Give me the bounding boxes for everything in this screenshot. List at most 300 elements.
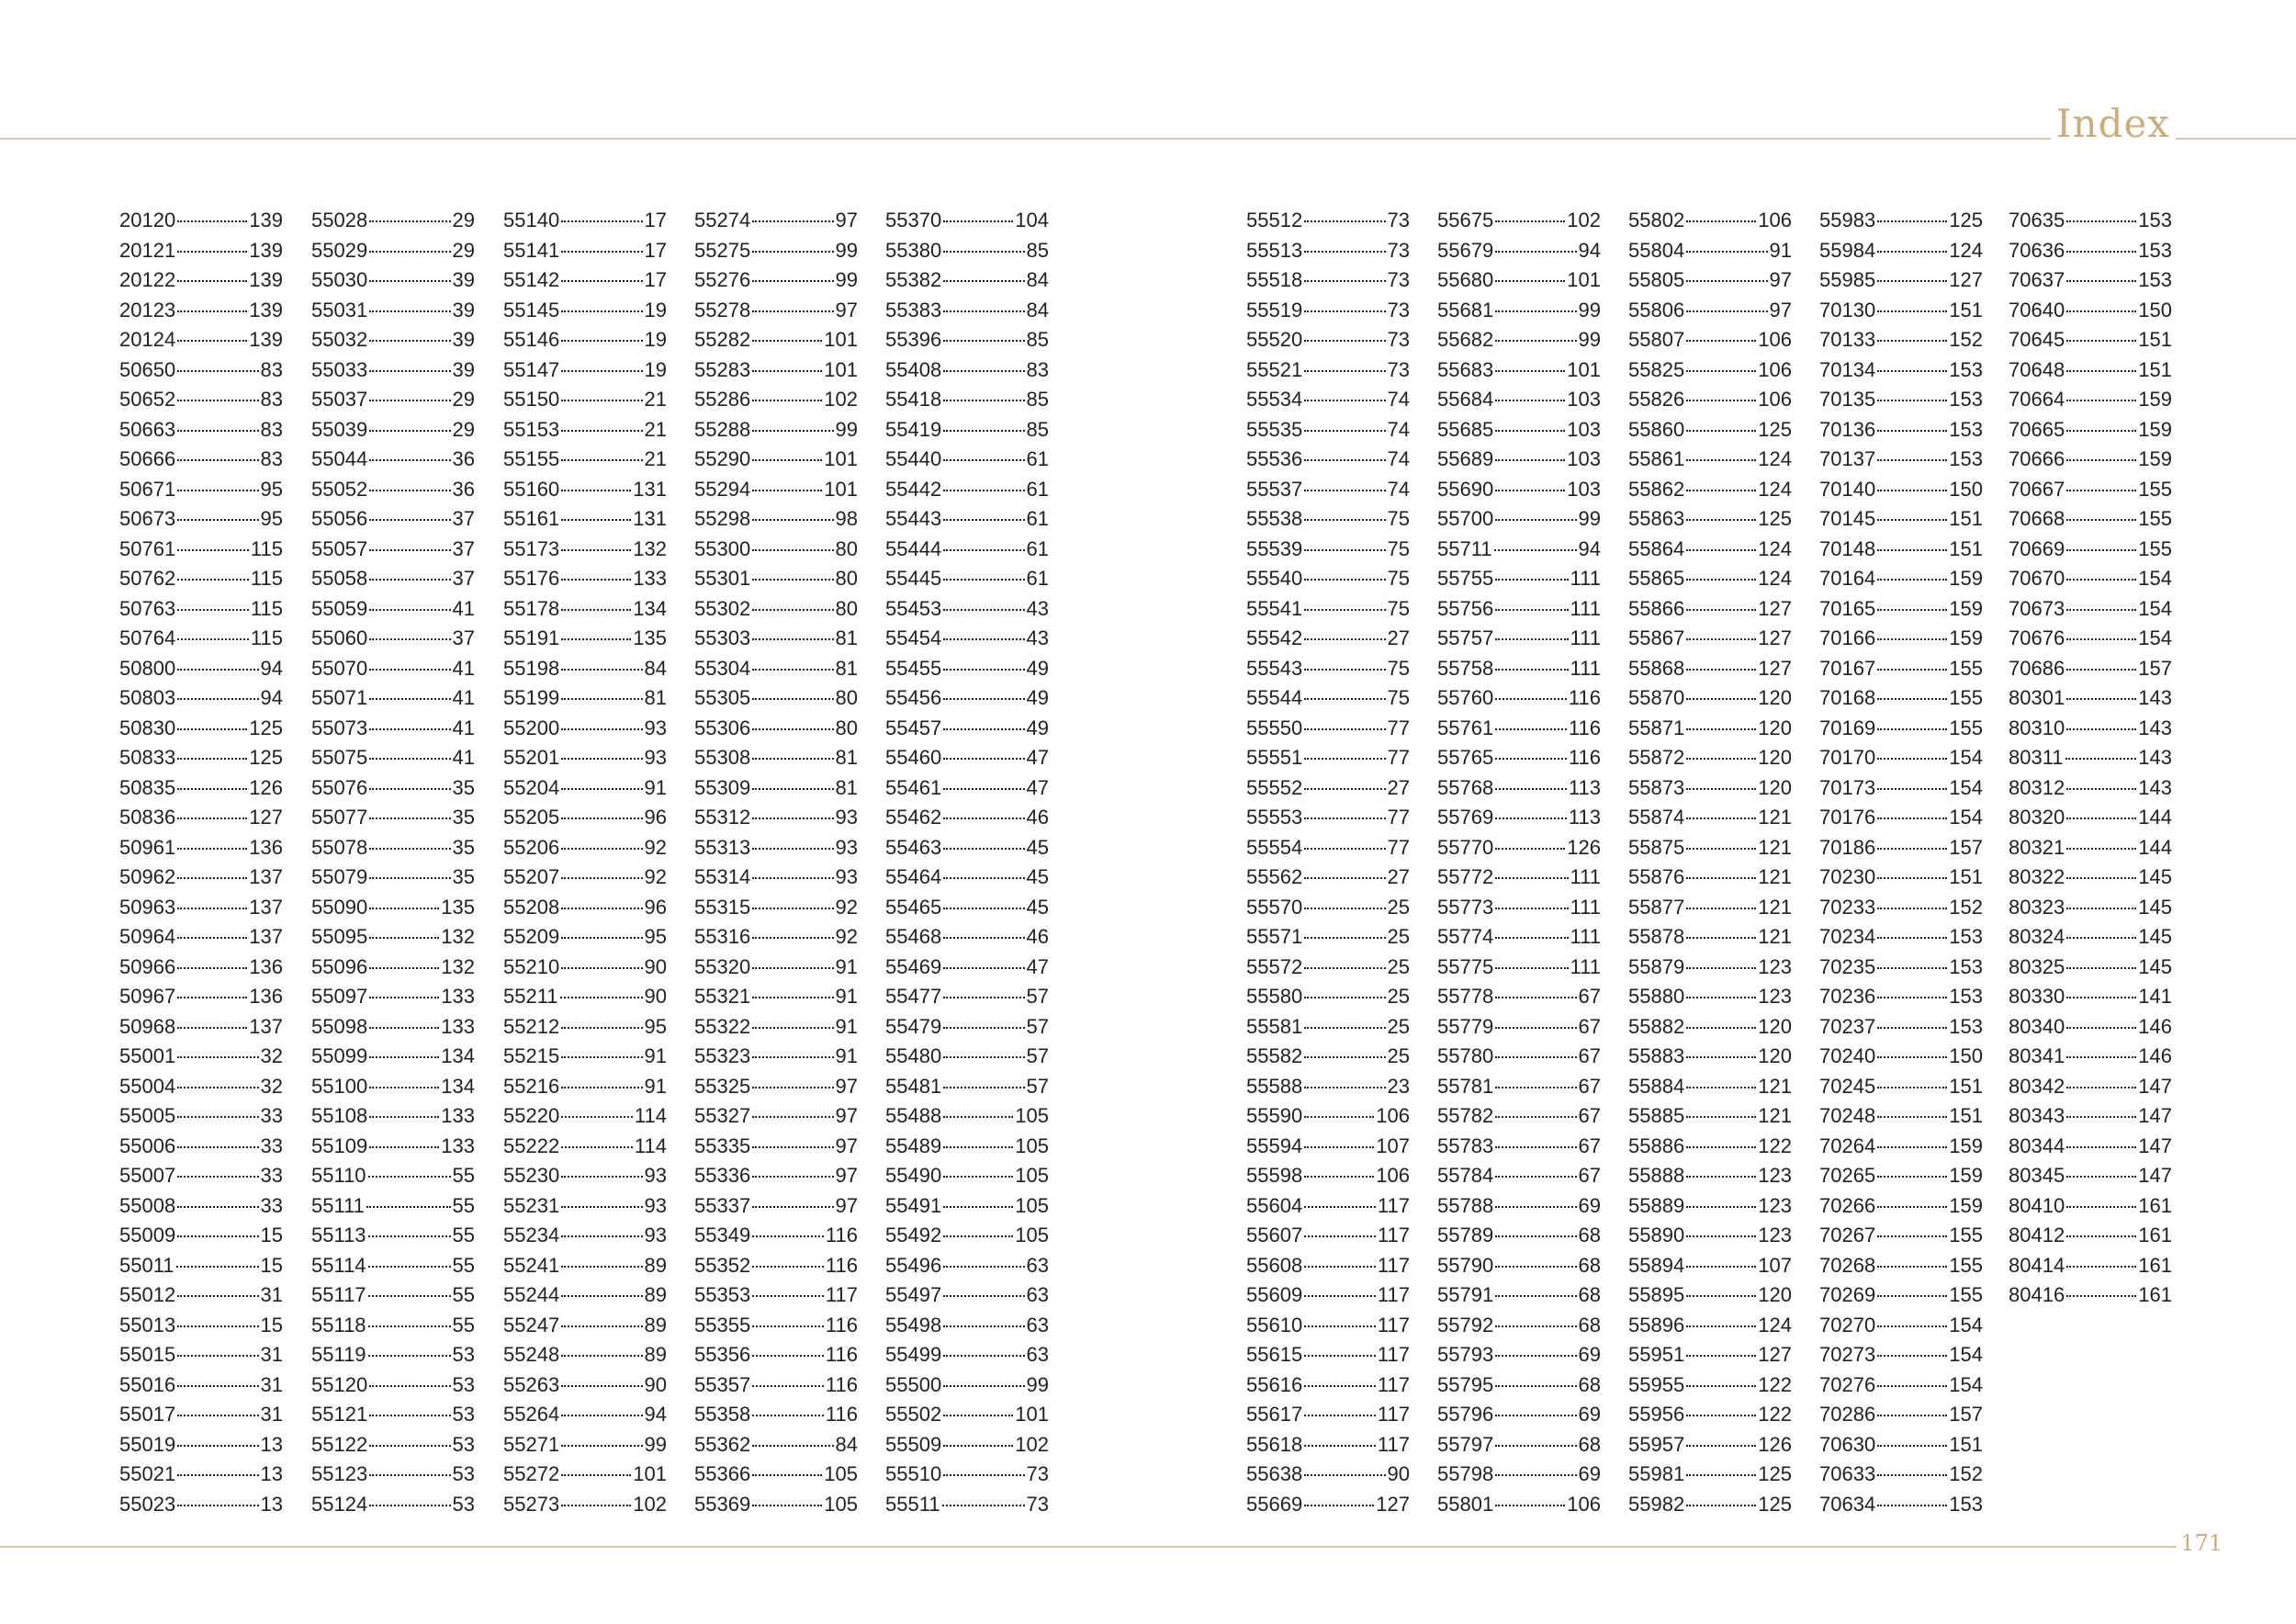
page-reference: 154 — [1949, 1343, 1983, 1366]
page-reference: 120 — [1758, 1014, 1792, 1038]
dot-leader — [369, 1116, 439, 1118]
page-reference: 89 — [644, 1253, 667, 1277]
page-reference: 77 — [1387, 746, 1410, 769]
index-entry — [503, 296, 667, 326]
item-code: 55201 — [503, 746, 560, 769]
item-code: 55616 — [1246, 1372, 1303, 1396]
dot-leader — [177, 280, 247, 282]
dot-leader — [1495, 400, 1565, 401]
page-reference: 33 — [260, 1193, 283, 1217]
index-entry — [1628, 982, 1792, 1012]
dot-leader — [943, 280, 1024, 282]
item-code: 55491 — [885, 1193, 942, 1217]
item-code: 55216 — [503, 1074, 560, 1098]
item-code: 70648 — [2009, 357, 2065, 381]
item-code: 55791 — [1437, 1283, 1494, 1306]
index-entry — [1437, 1430, 1601, 1460]
item-code: 55337 — [694, 1193, 751, 1217]
index-entry — [2009, 265, 2172, 296]
dot-leader — [1304, 1176, 1374, 1178]
item-code: 55690 — [1437, 477, 1494, 501]
item-code: 20124 — [119, 328, 176, 351]
dot-leader — [1877, 669, 1947, 671]
dot-leader — [177, 1206, 258, 1208]
page-reference: 91 — [835, 954, 858, 978]
index-entry — [1819, 1161, 1983, 1191]
item-code: 55490 — [885, 1164, 942, 1187]
dot-leader — [1495, 1235, 1576, 1237]
dot-leader — [2066, 638, 2136, 640]
index-entry — [119, 1430, 283, 1460]
item-code: 70235 — [1819, 954, 1876, 978]
page-reference: 63 — [1026, 1253, 1049, 1277]
page-reference: 122 — [1758, 1372, 1792, 1396]
page-reference: 93 — [644, 1193, 667, 1217]
index-entry — [311, 385, 475, 415]
dot-leader — [943, 638, 1024, 640]
dot-leader — [369, 698, 450, 700]
item-code: 55784 — [1437, 1164, 1494, 1187]
page-reference: 57 — [1026, 1074, 1049, 1098]
page-reference: 123 — [1758, 954, 1792, 978]
page-reference: 151 — [1949, 865, 1983, 888]
page-reference: 101 — [1567, 268, 1601, 291]
item-code: 55173 — [503, 536, 560, 560]
index-entry — [119, 863, 283, 893]
item-code: 55553 — [1246, 806, 1303, 829]
item-code: 55303 — [694, 626, 751, 649]
item-code: 55685 — [1437, 417, 1494, 441]
item-code: 55353 — [694, 1283, 751, 1306]
item-code: 55768 — [1437, 775, 1494, 799]
item-code: 55770 — [1437, 835, 1494, 859]
item-code: 55498 — [885, 1313, 942, 1336]
page-reference: 120 — [1758, 686, 1792, 709]
page-reference: 153 — [1949, 985, 1983, 1008]
index-entry — [1819, 714, 1983, 744]
index-entry — [119, 833, 283, 863]
index-entry — [119, 1161, 283, 1191]
item-code: 70633 — [1819, 1462, 1876, 1485]
index-entry — [1628, 504, 1792, 535]
item-code: 55571 — [1246, 925, 1303, 948]
dot-leader — [1495, 579, 1568, 581]
dot-leader — [1686, 1266, 1756, 1268]
item-code: 55418 — [885, 388, 942, 411]
page-reference: 155 — [1949, 1283, 1983, 1306]
page-reference: 55 — [452, 1253, 475, 1277]
index-entry — [1437, 564, 1601, 594]
page-reference: 131 — [633, 507, 667, 530]
page-reference: 122 — [1758, 1133, 1792, 1157]
item-code: 55488 — [885, 1104, 942, 1127]
index-entry — [1437, 714, 1601, 744]
page-reference: 155 — [2138, 507, 2172, 530]
page-reference: 81 — [644, 686, 667, 709]
index-entry — [1628, 773, 1792, 804]
item-code: 55370 — [885, 209, 942, 231]
index-entry — [119, 504, 283, 535]
item-code: 55283 — [694, 357, 751, 381]
item-code: 55512 — [1246, 209, 1303, 231]
dot-leader — [369, 579, 450, 581]
index-entry — [1437, 773, 1601, 804]
index-entry — [119, 445, 283, 475]
dot-leader — [1495, 1027, 1576, 1029]
page-reference: 99 — [1026, 1372, 1049, 1396]
page-reference: 68 — [1578, 1372, 1601, 1396]
item-code: 55861 — [1628, 447, 1685, 470]
item-code: 55880 — [1628, 985, 1685, 1008]
item-code: 55017 — [119, 1403, 176, 1426]
item-code: 55684 — [1437, 388, 1494, 411]
index-entry — [885, 714, 1049, 744]
item-code: 55885 — [1628, 1104, 1685, 1127]
index-entry — [503, 594, 667, 625]
item-code: 55453 — [885, 596, 942, 620]
dot-leader — [1304, 1355, 1376, 1357]
dot-leader — [943, 400, 1024, 401]
index-entry — [2009, 206, 2172, 236]
item-code: 55462 — [885, 806, 942, 829]
page-reference: 150 — [1949, 1044, 1983, 1067]
dot-leader — [561, 519, 631, 521]
index-entry — [119, 1490, 283, 1520]
index-entry — [2009, 863, 2172, 893]
dot-leader — [752, 1445, 833, 1447]
dot-leader — [369, 220, 450, 222]
index-entry — [311, 564, 475, 594]
item-code: 50968 — [119, 1014, 176, 1038]
page-reference: 67 — [1578, 1164, 1601, 1187]
index-entry — [885, 1400, 1049, 1430]
item-code: 55806 — [1628, 298, 1685, 321]
page-reference: 103 — [1567, 417, 1601, 441]
item-code: 55618 — [1246, 1432, 1303, 1456]
page-reference: 98 — [835, 507, 858, 530]
item-code: 50836 — [119, 806, 176, 829]
index-entry — [311, 1311, 475, 1341]
dot-leader — [369, 967, 439, 969]
page-reference: 101 — [824, 357, 858, 381]
page-reference: 153 — [2138, 268, 2172, 291]
page-reference: 29 — [452, 388, 475, 411]
dot-leader — [1877, 937, 1947, 939]
item-code: 55382 — [885, 268, 942, 291]
item-code: 55234 — [503, 1224, 560, 1246]
page-reference: 117 — [1377, 1224, 1410, 1246]
dot-leader — [369, 848, 450, 850]
item-code: 55349 — [694, 1224, 751, 1246]
page-reference: 95 — [644, 1014, 667, 1038]
page-reference: 153 — [1949, 388, 1983, 411]
dot-leader — [1304, 1087, 1385, 1088]
index-entry — [2009, 922, 2172, 953]
page-reference: 68 — [1578, 1283, 1601, 1306]
dot-leader — [943, 698, 1024, 700]
index-entry — [694, 1370, 858, 1401]
index-entry — [694, 743, 858, 773]
index-entry — [1628, 683, 1792, 714]
page-reference: 151 — [1949, 536, 1983, 560]
index-entry — [885, 415, 1049, 445]
dot-leader — [752, 519, 833, 521]
dot-leader — [752, 220, 833, 222]
dot-leader — [1495, 1355, 1576, 1357]
dot-leader — [1304, 459, 1385, 461]
page-reference: 37 — [452, 536, 475, 560]
item-code: 55875 — [1628, 835, 1685, 859]
index-entry — [2009, 953, 2172, 983]
dot-leader — [177, 669, 258, 671]
item-code: 70269 — [1819, 1283, 1876, 1306]
page-reference: 29 — [452, 417, 475, 441]
dot-leader — [177, 430, 258, 432]
index-entry — [694, 803, 858, 833]
index-entry — [885, 1490, 1049, 1520]
page-reference: 95 — [644, 925, 667, 948]
dot-leader — [2066, 728, 2136, 730]
item-code: 70230 — [1819, 865, 1876, 888]
index-entry — [119, 535, 283, 565]
page-reference: 115 — [250, 626, 283, 649]
index-entry — [119, 1400, 283, 1430]
dot-leader — [943, 1146, 1013, 1148]
dot-leader — [1304, 519, 1385, 521]
dot-leader — [561, 310, 642, 312]
index-entry — [1628, 415, 1792, 445]
dot-leader — [177, 400, 258, 401]
page-reference: 97 — [1769, 268, 1792, 291]
dot-leader — [561, 1146, 633, 1148]
item-code: 55097 — [311, 985, 368, 1008]
item-code: 50764 — [119, 626, 176, 649]
item-code: 55294 — [694, 477, 751, 501]
page-reference: 124 — [1949, 238, 1983, 262]
index-entry — [1246, 833, 1410, 863]
item-code: 55313 — [694, 835, 751, 859]
item-code: 55004 — [119, 1074, 176, 1098]
page-reference: 55 — [452, 1164, 475, 1187]
dot-leader — [1495, 669, 1568, 671]
dot-leader — [1877, 1235, 1947, 1237]
page-reference: 84 — [1026, 298, 1049, 321]
dot-leader — [1495, 1176, 1576, 1178]
page-reference: 159 — [1949, 1133, 1983, 1157]
page-reference: 125 — [1758, 417, 1792, 441]
dot-leader — [943, 490, 1024, 491]
dot-leader — [1495, 728, 1567, 730]
index-entry — [503, 922, 667, 953]
item-code: 55419 — [885, 417, 942, 441]
index-entry — [1628, 355, 1792, 386]
page-reference: 111 — [1570, 925, 1601, 948]
dot-leader — [1877, 340, 1947, 342]
index-entry — [1246, 624, 1410, 654]
index-entry — [1437, 1072, 1601, 1102]
dot-leader — [369, 728, 450, 730]
item-code: 55122 — [311, 1432, 368, 1456]
page-reference: 154 — [1949, 746, 1983, 769]
item-code: 55178 — [503, 596, 560, 620]
dot-leader — [1877, 638, 1947, 640]
index-entry — [1819, 863, 1983, 893]
item-code: 80340 — [2009, 1014, 2065, 1038]
dot-leader — [1495, 967, 1568, 969]
dot-leader — [177, 848, 247, 850]
item-code: 55889 — [1628, 1193, 1685, 1217]
page-reference: 152 — [1949, 328, 1983, 351]
dot-leader — [561, 848, 642, 850]
page-reference: 135 — [633, 626, 667, 649]
dot-leader — [561, 877, 642, 879]
item-code: 55615 — [1246, 1343, 1303, 1366]
dot-leader — [1877, 370, 1947, 372]
page-reference: 132 — [633, 536, 667, 560]
page-reference: 68 — [1578, 1432, 1601, 1456]
item-code: 55212 — [503, 1014, 560, 1038]
dot-leader — [1495, 430, 1565, 432]
item-code: 55542 — [1246, 626, 1303, 649]
item-code: 55145 — [503, 298, 560, 321]
index-entry — [694, 1132, 858, 1162]
item-code: 55211 — [503, 985, 558, 1008]
page-reference: 121 — [1758, 806, 1792, 829]
index-entry — [1628, 624, 1792, 654]
index-column — [1819, 206, 1983, 1519]
index-entry — [2009, 982, 2172, 1012]
item-code: 70186 — [1819, 835, 1876, 859]
page-reference: 121 — [1758, 865, 1792, 888]
item-code: 55679 — [1437, 238, 1494, 262]
dot-leader — [943, 1056, 1024, 1058]
dot-leader — [561, 1505, 631, 1506]
index-entry — [885, 743, 1049, 773]
dot-leader — [752, 1146, 833, 1148]
dot-leader — [752, 280, 833, 282]
item-code: 55244 — [503, 1283, 560, 1306]
index-entry — [2009, 355, 2172, 386]
page-reference: 13 — [260, 1462, 283, 1485]
dot-leader — [369, 1445, 450, 1447]
page-reference: 97 — [835, 298, 858, 321]
page-reference: 99 — [835, 268, 858, 291]
item-code: 55095 — [311, 925, 368, 948]
page-reference: 53 — [452, 1343, 475, 1366]
dot-leader — [943, 609, 1024, 611]
dot-leader — [1304, 579, 1385, 581]
page-reference: 113 — [1568, 806, 1601, 829]
page-reference: 111 — [1570, 567, 1601, 590]
page-reference: 67 — [1578, 1044, 1601, 1067]
dot-leader — [1877, 400, 1947, 401]
dot-leader — [1686, 251, 1767, 253]
item-code: 55007 — [119, 1164, 176, 1187]
page-reference: 125 — [1758, 1462, 1792, 1485]
item-code: 55895 — [1628, 1283, 1685, 1306]
page-reference: 153 — [1949, 954, 1983, 978]
index-column — [311, 206, 475, 1519]
page-reference: 61 — [1026, 507, 1049, 530]
item-code: 55510 — [885, 1462, 942, 1485]
page-reference: 151 — [1949, 1074, 1983, 1098]
item-code: 55500 — [885, 1372, 942, 1396]
page-reference: 68 — [1578, 1224, 1601, 1246]
item-code: 55638 — [1246, 1462, 1303, 1485]
index-entry — [1628, 594, 1792, 625]
item-code: 55489 — [885, 1133, 942, 1157]
index-entry — [1437, 982, 1601, 1012]
index-entry — [1628, 564, 1792, 594]
index-entry — [311, 1280, 475, 1311]
index-entry — [1628, 833, 1792, 863]
page-reference: 133 — [441, 1014, 475, 1038]
item-code: 50663 — [119, 417, 176, 441]
item-code: 55099 — [311, 1044, 368, 1067]
dot-leader — [752, 400, 822, 401]
item-code: 70634 — [1819, 1492, 1876, 1516]
dot-leader — [369, 997, 439, 998]
page-reference: 155 — [1949, 656, 1983, 680]
dot-leader — [177, 549, 249, 551]
page-reference: 83 — [260, 417, 283, 441]
dot-leader — [369, 340, 450, 342]
item-code: 55098 — [311, 1014, 368, 1038]
index-entry — [1246, 1221, 1410, 1251]
index-entry — [885, 1460, 1049, 1490]
dot-leader — [369, 251, 450, 253]
index-entry — [1437, 1042, 1601, 1072]
item-code: 55113 — [311, 1224, 366, 1246]
page-reference: 101 — [824, 477, 858, 501]
item-code: 55316 — [694, 925, 751, 948]
dot-leader — [1304, 370, 1385, 372]
item-code: 55015 — [119, 1343, 176, 1366]
page-reference: 151 — [1949, 1104, 1983, 1127]
item-code: 55301 — [694, 567, 751, 590]
page-reference: 105 — [1015, 1104, 1049, 1127]
page-reference: 106 — [1758, 357, 1792, 381]
page-reference: 155 — [1949, 686, 1983, 709]
page-reference: 96 — [644, 895, 667, 919]
index-entry — [1246, 564, 1410, 594]
index-entry — [119, 1311, 283, 1341]
page-reference: 105 — [1015, 1193, 1049, 1217]
page-reference: 154 — [1949, 775, 1983, 799]
page-reference: 29 — [452, 209, 475, 231]
item-code: 70167 — [1819, 656, 1876, 680]
item-code: 55071 — [311, 686, 368, 709]
item-code: 55873 — [1628, 775, 1685, 799]
item-code: 55772 — [1437, 865, 1494, 888]
index-entry — [311, 1400, 475, 1430]
page-reference: 90 — [1387, 1462, 1410, 1485]
dot-leader — [1304, 908, 1385, 909]
item-code: 55982 — [1628, 1492, 1685, 1516]
dot-leader — [1686, 877, 1756, 879]
dot-leader — [1686, 579, 1756, 581]
item-code: 55142 — [503, 268, 560, 291]
page-reference: 113 — [1568, 775, 1601, 799]
page-reference: 68 — [1578, 1313, 1601, 1336]
page-reference: 39 — [452, 268, 475, 291]
index-entry — [885, 1161, 1049, 1191]
item-code: 70264 — [1819, 1133, 1876, 1157]
index-entry — [119, 385, 283, 415]
index-entry — [311, 1012, 475, 1043]
item-code: 55492 — [885, 1224, 942, 1246]
page-reference: 155 — [2138, 536, 2172, 560]
